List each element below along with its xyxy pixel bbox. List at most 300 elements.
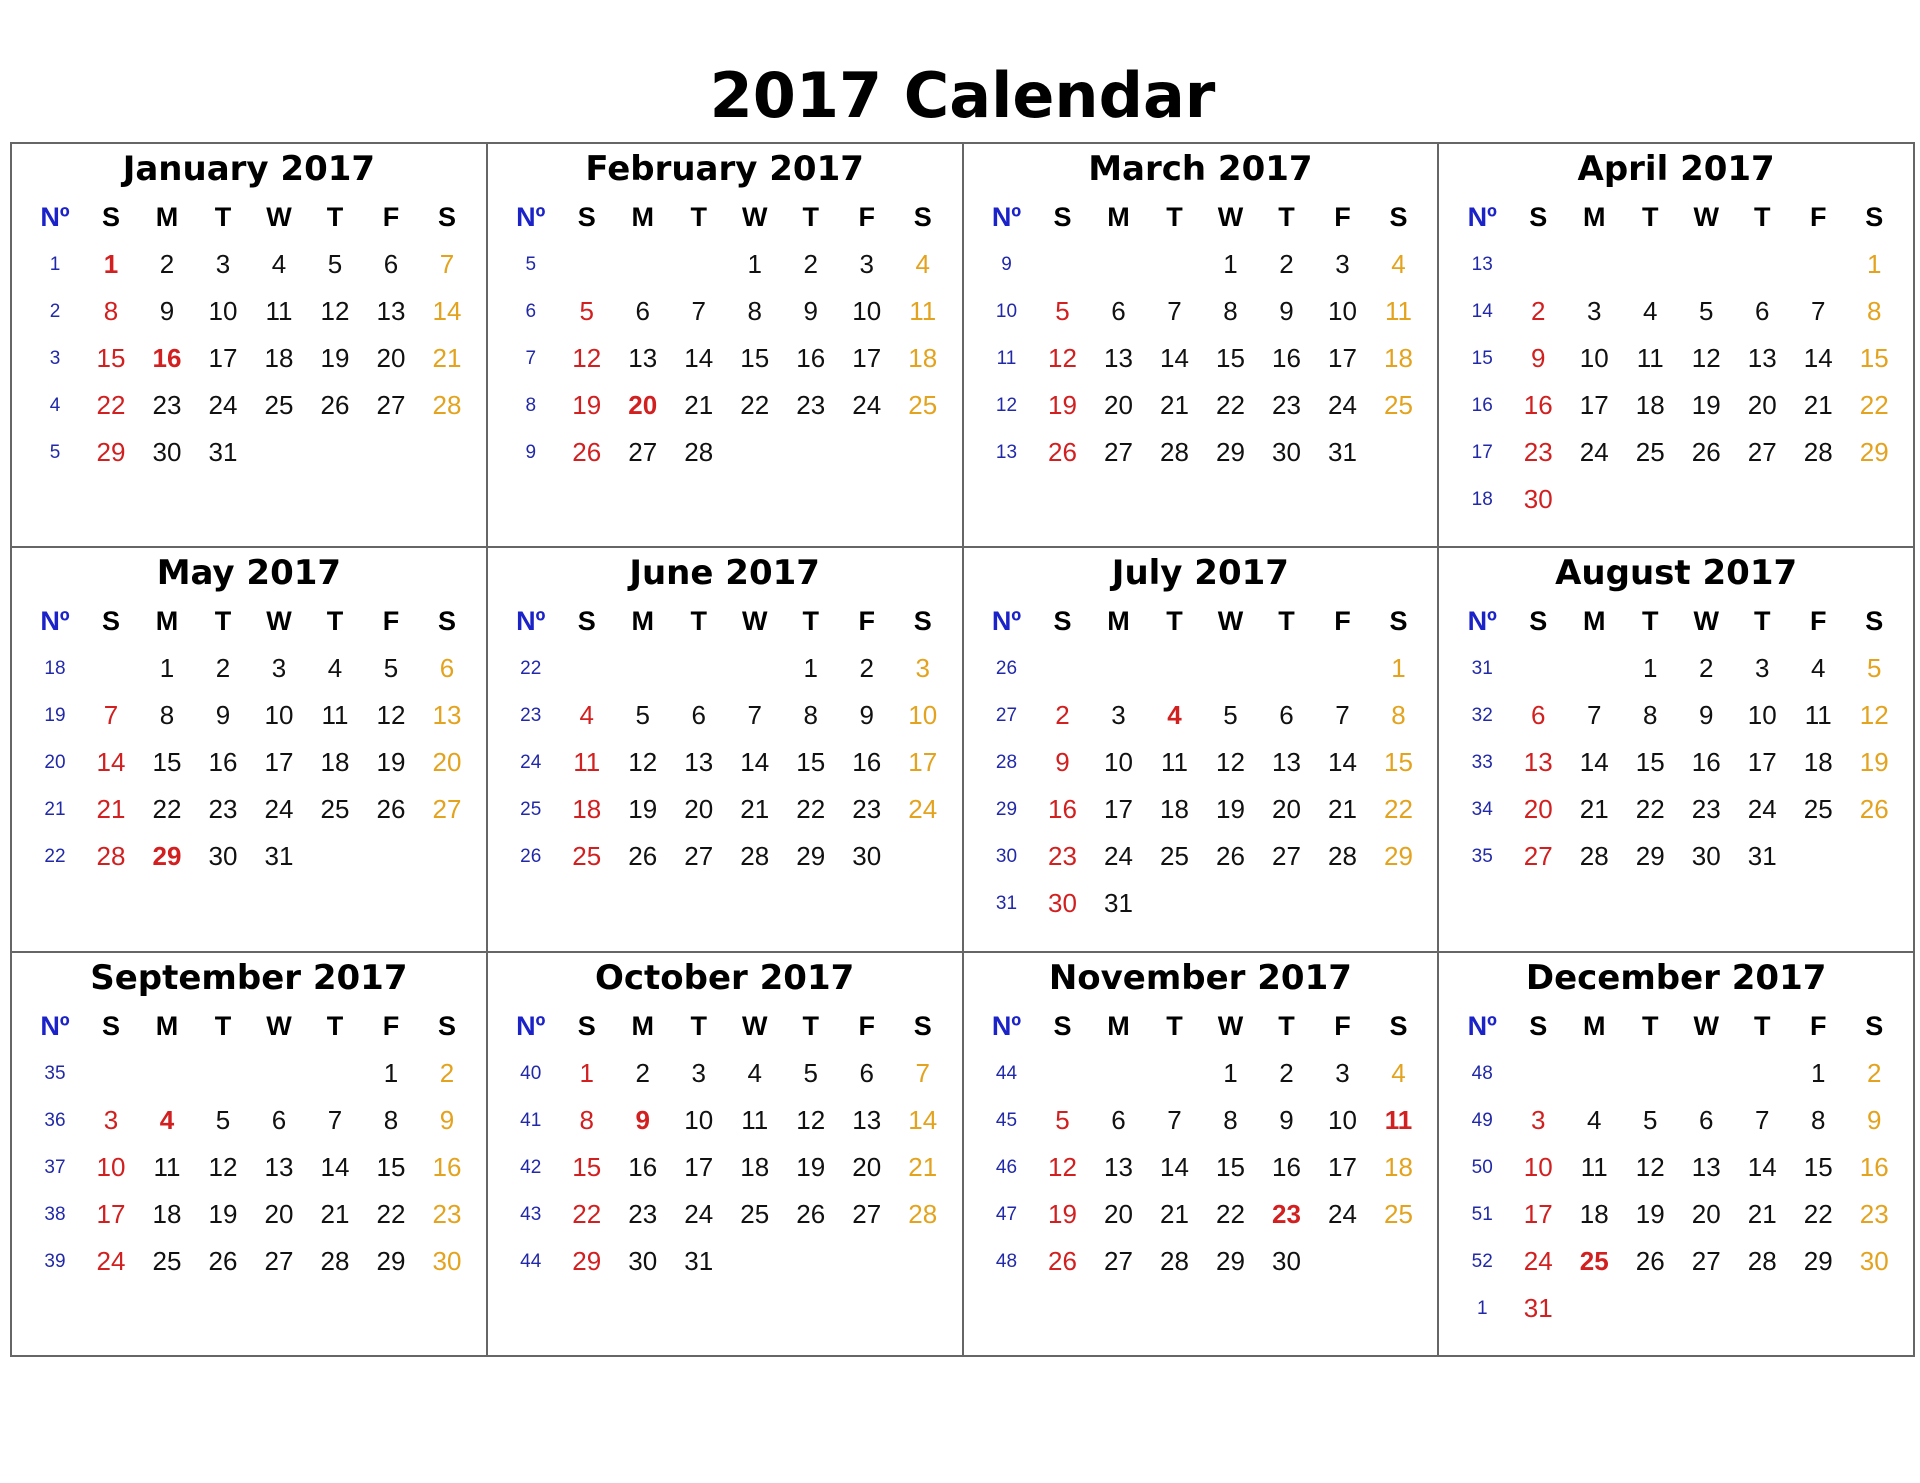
day-number: 6: [859, 1057, 874, 1088]
month-title: July 2017: [1111, 553, 1289, 594]
saturday-day: 28: [432, 390, 462, 420]
day-number: 24: [1104, 841, 1133, 872]
sunday-day: 14: [96, 747, 126, 778]
day-number: 14: [1803, 343, 1833, 373]
saturday-day: 2: [439, 1057, 455, 1088]
month-title: June 2017: [629, 553, 820, 594]
day-number: 31: [684, 1245, 714, 1276]
empty-day-cell: [307, 429, 363, 476]
month-title: December 2017: [1525, 957, 1827, 998]
week-number-header: Nº: [516, 1010, 546, 1041]
holiday-day: 1: [103, 249, 119, 279]
day-number: 28: [1160, 1245, 1189, 1276]
day-number: 13: [1691, 1151, 1721, 1182]
week-number-header: Nº: [1467, 606, 1497, 637]
day-number: 7: [1811, 296, 1826, 326]
day-number: 9: [1279, 296, 1294, 326]
empty-day-cell: [783, 429, 839, 476]
day-number: 29: [376, 1245, 406, 1276]
day-number: 21: [1803, 390, 1833, 420]
day-number: 1: [747, 249, 762, 279]
week-number: 31: [995, 893, 1018, 915]
sunday-day: 5: [579, 296, 594, 326]
day-number: 12: [628, 747, 658, 778]
month-cell-october: [488, 953, 964, 1357]
saturday-day: 3: [915, 653, 930, 684]
empty-day-cell: [895, 1238, 951, 1285]
day-number: 13: [376, 296, 406, 326]
day-number: 25: [264, 390, 294, 420]
week-number: 34: [1471, 799, 1493, 821]
week-number: 4: [49, 395, 61, 416]
holiday-day: 16: [152, 343, 182, 373]
month-day-grid: [503, 1003, 962, 1285]
day-number: 27: [1104, 437, 1133, 467]
day-number: 24: [852, 390, 882, 420]
saturday-day: 8: [1391, 700, 1406, 731]
week-number: 13: [995, 442, 1018, 463]
page-title: 2017 Calendar: [709, 59, 1216, 132]
saturday-day: 12: [1859, 700, 1889, 731]
week-number-header: Nº: [991, 202, 1022, 232]
day-number: 5: [327, 249, 343, 279]
saturday-day: 9: [439, 1104, 455, 1135]
day-number: 13: [1747, 343, 1777, 373]
weekday-header: S: [437, 1010, 456, 1041]
week-number-header: Nº: [1467, 202, 1497, 232]
sunday-day: 10: [1523, 1151, 1553, 1182]
sunday-day: 5: [1055, 1104, 1070, 1135]
day-number: 24: [1747, 794, 1777, 825]
week-number: 44: [520, 1250, 542, 1272]
day-number: 11: [1161, 747, 1188, 778]
month-title: October 2017: [594, 957, 855, 998]
day-number: 14: [740, 747, 770, 778]
day-number: 28: [684, 437, 714, 467]
day-number: 25: [1160, 841, 1189, 872]
week-number: 3: [49, 348, 61, 369]
weekday-header: W: [742, 1010, 768, 1041]
sunday-day: 15: [96, 343, 126, 373]
day-number: 14: [1579, 747, 1609, 778]
week-number: 51: [1471, 1203, 1493, 1225]
week-number: 6: [525, 301, 537, 322]
day-number: 6: [1111, 1104, 1126, 1135]
day-number: 10: [852, 296, 882, 326]
day-number: 10: [1328, 296, 1357, 326]
empty-day-cell: [307, 833, 363, 880]
week-number: 5: [525, 254, 537, 275]
day-number: 17: [852, 343, 882, 373]
month-title: May 2017: [156, 553, 342, 594]
months-grid: [10, 142, 1915, 1357]
day-number: 21: [320, 1198, 350, 1229]
day-number: 9: [803, 296, 818, 326]
empty-day-cell: [1678, 476, 1734, 523]
empty-day-cell: [1091, 645, 1147, 692]
sunday-day: 17: [96, 1198, 126, 1229]
day-number: 16: [852, 747, 882, 778]
day-number: 23: [152, 390, 182, 420]
day-number: 5: [383, 653, 399, 684]
weekday-header: T: [802, 606, 819, 637]
day-number: 31: [208, 437, 238, 467]
weekday-header: W: [1217, 1010, 1244, 1041]
day-number: 5: [635, 700, 650, 731]
week-number: 40: [520, 1062, 542, 1084]
saturday-day: 20: [432, 747, 462, 778]
sunday-day: 29: [96, 437, 126, 467]
empty-day-cell: [895, 833, 951, 880]
day-number: 20: [1691, 1198, 1721, 1229]
day-number: 8: [803, 700, 818, 731]
weekday-header: F: [1810, 202, 1827, 232]
saturday-day: 7: [439, 249, 455, 279]
week-number-header: Nº: [1467, 1010, 1497, 1041]
day-number: 5: [215, 1104, 231, 1135]
day-number: 27: [684, 841, 714, 872]
day-number: 13: [852, 1104, 882, 1135]
saturday-day: 17: [908, 747, 938, 778]
saturday-day: 18: [1384, 1151, 1413, 1182]
day-number: 9: [1699, 700, 1714, 731]
sunday-day: 23: [1048, 841, 1077, 872]
week-number: 18: [1471, 489, 1493, 510]
holiday-day: 9: [635, 1104, 650, 1135]
weekday-header: T: [690, 606, 707, 637]
day-number: 8: [383, 1104, 399, 1135]
day-number: 6: [271, 1104, 287, 1135]
saturday-day: 11: [1385, 296, 1412, 326]
day-number: 6: [635, 296, 650, 326]
day-number: 13: [684, 747, 714, 778]
empty-day-cell: [1734, 241, 1790, 288]
weekday-header: T: [1278, 1010, 1295, 1041]
day-number: 21: [1160, 1198, 1189, 1229]
sunday-day: 21: [96, 794, 126, 825]
weekday-header: T: [1642, 606, 1659, 637]
day-number: 7: [1167, 296, 1182, 326]
day-number: 20: [1747, 390, 1777, 420]
weekday-header: F: [858, 606, 875, 637]
weekday-header: F: [1810, 606, 1827, 637]
day-number: 19: [1216, 794, 1245, 825]
day-number: 11: [1580, 1151, 1608, 1182]
weekday-header: M: [155, 1010, 179, 1041]
day-number: 3: [1587, 296, 1602, 326]
day-number: 2: [1279, 1057, 1294, 1088]
day-number: 1: [1811, 1057, 1826, 1088]
empty-day-cell: [1622, 476, 1678, 523]
week-number: 15: [1471, 348, 1493, 369]
day-number: 7: [747, 700, 762, 731]
day-number: 19: [376, 747, 406, 778]
day-number: 28: [1160, 437, 1189, 467]
week-number-header: Nº: [991, 1010, 1022, 1041]
empty-day-cell: [307, 1050, 363, 1097]
weekday-header: F: [382, 1010, 400, 1041]
sunday-day: 5: [1055, 296, 1070, 326]
empty-day-cell: [1259, 645, 1315, 692]
day-number: 24: [1328, 390, 1357, 420]
week-number: 19: [44, 705, 66, 727]
weekday-header: M: [155, 202, 179, 232]
sunday-day: 30: [1523, 484, 1553, 514]
day-number: 3: [1111, 700, 1126, 731]
month-cell-january: [12, 144, 488, 548]
saturday-day: 23: [1859, 1198, 1889, 1229]
empty-day-cell: [559, 645, 615, 692]
month-cell-july: [964, 548, 1440, 952]
day-number: 2: [215, 653, 231, 684]
week-number: 7: [525, 348, 537, 369]
day-number: 1: [803, 653, 818, 684]
weekday-header: S: [1389, 202, 1408, 232]
saturday-day: 29: [1859, 437, 1889, 467]
day-number: 11: [321, 700, 349, 731]
weekday-header: T: [1166, 1010, 1183, 1041]
weekday-header: W: [1693, 202, 1719, 232]
sunday-day: 8: [579, 1104, 594, 1135]
empty-day-cell: [1315, 1238, 1371, 1285]
weekday-header: W: [1693, 1010, 1719, 1041]
saturday-day: 15: [1859, 343, 1889, 373]
day-number: 17: [1104, 794, 1133, 825]
day-number: 27: [1747, 437, 1777, 467]
day-number: 7: [1335, 700, 1350, 731]
sunday-day: 12: [1048, 1151, 1077, 1182]
day-number: 2: [635, 1057, 650, 1088]
week-number: 31: [1471, 658, 1493, 680]
day-number: 26: [320, 390, 350, 420]
day-number: 16: [1272, 1151, 1301, 1182]
day-number: 20: [1272, 794, 1301, 825]
day-number: 18: [1579, 1198, 1609, 1229]
empty-day-cell: [1510, 1050, 1566, 1097]
weekday-header: T: [1278, 606, 1295, 637]
week-number: 30: [995, 846, 1018, 868]
saturday-day: 15: [1384, 747, 1413, 778]
day-number: 14: [1328, 747, 1357, 778]
week-number: 24: [520, 752, 542, 774]
day-number: 3: [859, 249, 874, 279]
day-number: 9: [215, 700, 231, 731]
day-number: 2: [1699, 653, 1714, 684]
sunday-day: 29: [572, 1245, 602, 1276]
weekday-header: F: [1334, 1010, 1351, 1041]
day-number: 22: [1803, 1198, 1833, 1229]
day-number: 11: [741, 1104, 769, 1135]
week-number: 43: [520, 1203, 542, 1225]
empty-day-cell: [1734, 476, 1790, 523]
empty-day-cell: [1203, 880, 1259, 927]
day-number: 18: [1803, 747, 1833, 778]
month-cell-march: [964, 144, 1440, 548]
week-number: 26: [520, 846, 542, 868]
week-number: 1: [49, 254, 61, 275]
day-number: 7: [327, 1104, 343, 1135]
day-number: 8: [1223, 1104, 1238, 1135]
day-number: 14: [1747, 1151, 1777, 1182]
weekday-header: T: [802, 202, 819, 232]
empty-day-cell: [1622, 1050, 1678, 1097]
day-number: 10: [1747, 700, 1777, 731]
day-number: 17: [1747, 747, 1777, 778]
day-number: 31: [264, 841, 294, 872]
empty-day-cell: [839, 429, 895, 476]
day-number: 5: [803, 1057, 818, 1088]
empty-day-cell: [1846, 833, 1902, 880]
day-number: 27: [264, 1245, 294, 1276]
day-number: 24: [208, 390, 238, 420]
sunday-day: 20: [1523, 794, 1553, 825]
weekday-header: S: [577, 202, 596, 232]
sunday-day: 23: [1523, 437, 1553, 467]
weekday-header: T: [214, 606, 232, 637]
week-number: 49: [1471, 1109, 1493, 1131]
sunday-day: 13: [1523, 747, 1553, 778]
day-number: 22: [1635, 794, 1665, 825]
week-number: 29: [995, 799, 1018, 821]
day-number: 17: [684, 1151, 714, 1182]
sunday-day: 25: [572, 841, 602, 872]
day-number: 16: [208, 747, 238, 778]
day-number: 15: [1635, 747, 1665, 778]
week-number: 25: [520, 799, 542, 821]
weekday-header: T: [1166, 202, 1183, 232]
sunday-day: 9: [1531, 343, 1546, 373]
day-number: 16: [796, 343, 826, 373]
day-number: 7: [1587, 700, 1602, 731]
saturday-day: 16: [1859, 1151, 1889, 1182]
month-title: August 2017: [1555, 553, 1798, 594]
day-number: 30: [1691, 841, 1721, 872]
empty-day-cell: [895, 429, 951, 476]
day-number: 22: [152, 794, 182, 825]
empty-day-cell: [1734, 1050, 1790, 1097]
empty-day-cell: [363, 833, 419, 880]
day-number: 8: [1811, 1104, 1826, 1135]
day-number: 18: [152, 1198, 182, 1229]
weekday-header: W: [266, 202, 292, 232]
saturday-day: 7: [915, 1057, 930, 1088]
empty-day-cell: [419, 833, 475, 880]
week-number: 12: [995, 395, 1018, 416]
day-number: 23: [796, 390, 826, 420]
day-number: 23: [1272, 390, 1301, 420]
weekday-header: T: [1754, 1010, 1771, 1041]
weekday-header: M: [631, 1010, 654, 1041]
day-number: 19: [796, 1151, 826, 1182]
week-number: 28: [995, 752, 1018, 774]
saturday-day: 21: [432, 343, 462, 373]
weekday-header: T: [214, 1010, 232, 1041]
day-number: 10: [264, 700, 294, 731]
saturday-day: 21: [908, 1151, 938, 1182]
empty-day-cell: [1510, 645, 1566, 692]
day-number: 4: [271, 249, 287, 279]
weekday-header: W: [1217, 202, 1244, 232]
week-number-header: Nº: [40, 202, 70, 232]
day-number: 13: [628, 343, 658, 373]
holiday-day: 29: [152, 841, 182, 872]
day-number: 19: [320, 343, 350, 373]
day-number: 7: [1167, 1104, 1182, 1135]
week-number: 13: [1471, 254, 1493, 275]
empty-day-cell: [559, 241, 615, 288]
empty-day-cell: [1147, 645, 1203, 692]
day-number: 19: [1635, 1198, 1665, 1229]
saturday-day: 25: [1384, 390, 1413, 420]
saturday-day: 26: [1859, 794, 1889, 825]
month-day-grid: [1454, 1003, 1913, 1332]
empty-day-cell: [1622, 241, 1678, 288]
week-number: 9: [1001, 254, 1012, 275]
day-number: 29: [1635, 841, 1665, 872]
day-number: 17: [1328, 343, 1357, 373]
day-number: 3: [271, 653, 287, 684]
day-number: 15: [1803, 1151, 1833, 1182]
day-number: 26: [208, 1245, 238, 1276]
sunday-day: 26: [1048, 1245, 1077, 1276]
day-number: 7: [1755, 1104, 1770, 1135]
saturday-day: 13: [432, 700, 462, 731]
day-number: 11: [153, 1151, 181, 1182]
day-number: 11: [1804, 700, 1832, 731]
weekday-header: W: [266, 1010, 292, 1041]
empty-day-cell: [1734, 1285, 1790, 1332]
empty-day-cell: [1790, 241, 1846, 288]
day-number: 1: [383, 1057, 399, 1088]
sunday-day: 2: [1055, 700, 1070, 731]
empty-day-cell: [1091, 1050, 1147, 1097]
saturday-day: 4: [1391, 1057, 1406, 1088]
week-number-header: Nº: [516, 202, 546, 232]
day-number: 17: [264, 747, 294, 778]
saturday-day: 30: [1859, 1245, 1889, 1276]
day-number: 17: [1579, 390, 1609, 420]
day-number: 5: [1699, 296, 1714, 326]
saturday-day: 18: [1384, 343, 1413, 373]
day-number: 24: [1328, 1198, 1357, 1229]
weekday-header: S: [1529, 202, 1548, 232]
day-number: 14: [1160, 1151, 1189, 1182]
day-number: 9: [859, 700, 874, 731]
empty-day-cell: [727, 645, 783, 692]
day-number: 16: [1691, 747, 1721, 778]
day-number: 26: [1216, 841, 1245, 872]
day-number: 14: [684, 343, 714, 373]
saturday-day: 22: [1859, 390, 1889, 420]
holiday-day: 4: [159, 1104, 175, 1135]
day-number: 12: [376, 700, 406, 731]
day-number: 4: [1587, 1104, 1602, 1135]
week-number: 37: [44, 1156, 66, 1178]
week-number: 18: [44, 658, 66, 680]
week-number: 10: [995, 301, 1018, 322]
sunday-day: 2: [1531, 296, 1546, 326]
saturday-day: 16: [432, 1151, 462, 1182]
day-number: 19: [628, 794, 658, 825]
day-number: 28: [740, 841, 770, 872]
empty-day-cell: [783, 1238, 839, 1285]
weekday-header: T: [802, 1010, 819, 1041]
week-number: 21: [44, 799, 66, 821]
sunday-day: 12: [572, 343, 602, 373]
day-number: 2: [159, 249, 175, 279]
holiday-day: 4: [1167, 700, 1182, 731]
sunday-day: 19: [1048, 390, 1077, 420]
